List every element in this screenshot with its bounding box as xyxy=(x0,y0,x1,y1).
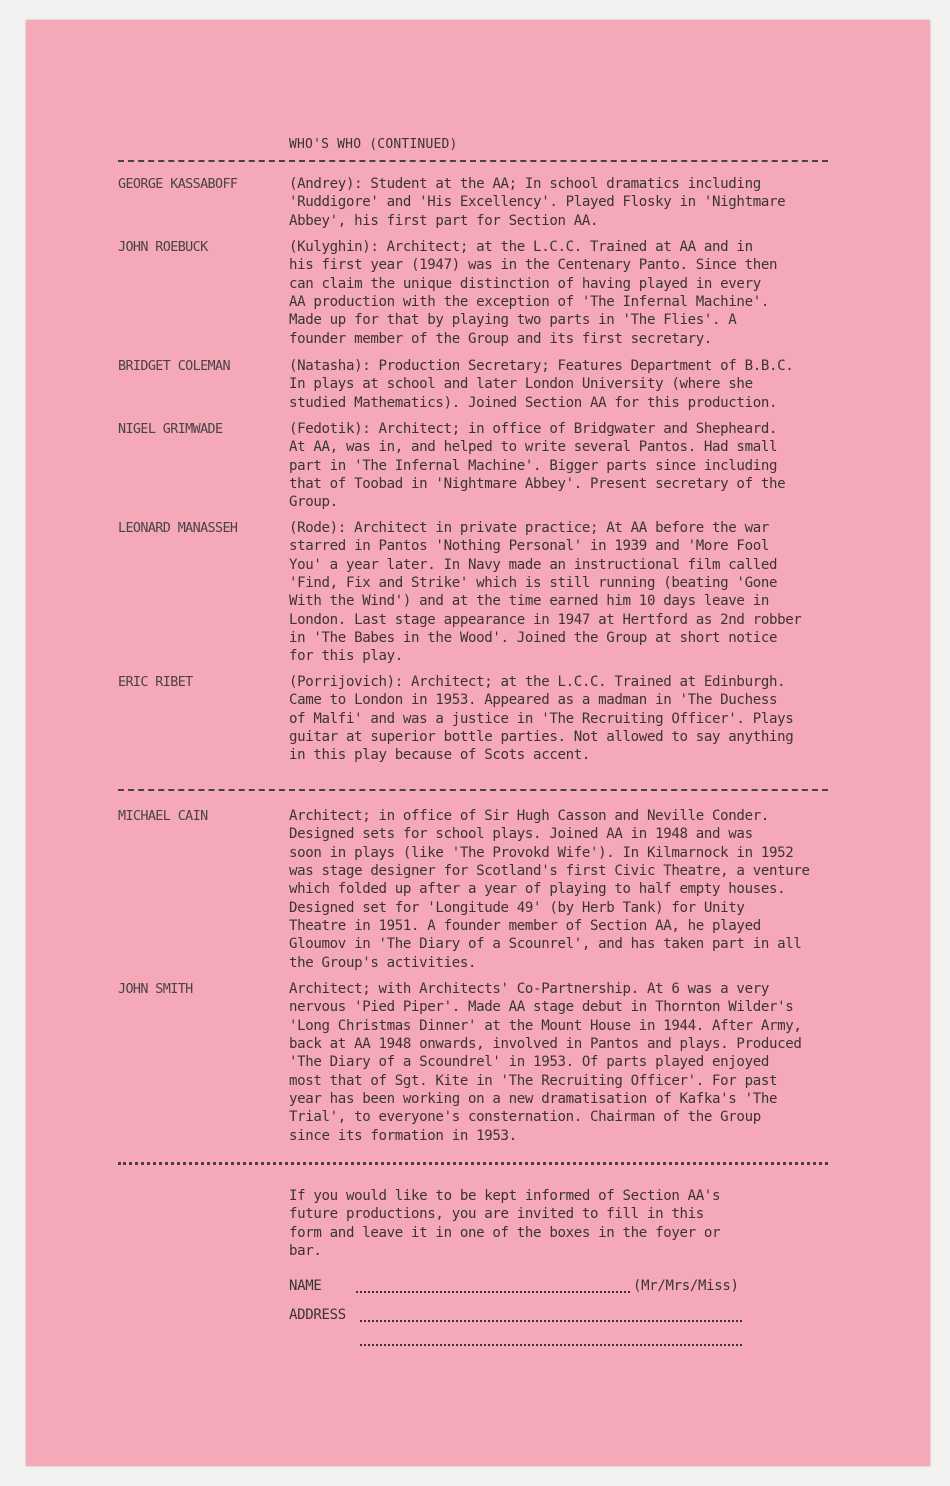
entry-bio: Architect; with Architects' Co-Partnership. At 6 was a very nervous 'Pied Piper'. Made AA stage debut in Thornton Wilder's 'Long Christmas Dinner' at the Mount House in 1944. After Army, back at AA 1948 onwards, involved in Pantos and plays. Produced 'The Diary of a Scoundrel' in 1953. Of parts played enjoyed most that of Sgt. Kite in 'The Recruiting Officer'. For past year has been working on a new dramatisation of Kafka's 'The Trial', to everyone's consternation. Chairman of the Group since its formation in 1953. xyxy=(289,981,802,1144)
entry-name: MICHAEL CAIN xyxy=(118,809,208,824)
entry-name: JOHN SMITH xyxy=(118,982,193,997)
entry-bio: Architect; in office of Sir Hugh Casson and Neville Conder. Designed sets for school plays. Joined AA in 1948 and was soon in plays (like 'The Provokd Wife'). In Kilmarnock in 1952 was stage designer for Scotland's first Civic Theatre, a venture which folded up after a year of playing to half empty houses. Designed set for 'Longitude 49' (by Herb Tank) for Unity Theatre in 1951. A founder member of Section AA, he played Gloumov in 'The Diary of a Scounrel', and has taken part in all the Group's activities. xyxy=(289,808,810,971)
entry-name: JOHN ROEBUCK xyxy=(118,240,208,255)
title-options: (Mr/Mrs/Miss) xyxy=(633,1278,739,1294)
entry-bio: (Porrijovich): Architect; at the L.C.C. Trained at Edinburgh. Came to London in 1953. Appeared as a madman in 'The Duchess of Malfi' and was a justice in 'The Recruiting Officer'. Plays guitar at superior bottle parties. Not allowed to say anything in this play because of Scots accent. xyxy=(289,674,794,764)
entry-name: ERIC RIBET xyxy=(118,675,193,690)
entry-bio: (Kulyghin): Architect; at the L.C.C. Trained at AA and in his first year (1947) was in the Centenary Panto. Since then can claim the unique distinction of having played in every AA production with the exception of 'The Infernal Machine'. Made up for that by playing two parts in 'The Flies'. A founder member of the Group and its first secretary. xyxy=(289,239,778,347)
entry-bio: (Andrey): Student at the AA; In school dramatics including 'Ruddigore' and 'His Excellency'. Played Flosky in 'Nightmare Abbey', his first part for Section AA. xyxy=(289,176,786,229)
address-field-line-1[interactable] xyxy=(360,1320,742,1322)
name-field[interactable] xyxy=(356,1291,630,1293)
entry-name: NIGEL GRIMWADE xyxy=(118,422,223,437)
entry-bio: (Rode): Architect in private practice; At AA before the war starred in Pantos 'Nothing Personal' in 1939 and 'More Fool You' a year later. In Navy made an instructional film called 'Find, Fix and Strike' which is still running (beating 'Gone With the Wind') and at the time earned him 10 days leave in London. Last stage appearance in 1947 at Hertford as 2nd robber in 'The Babes in the Wood'. Joined the Group at short notice for this play. xyxy=(289,520,802,665)
page-title: WHO'S WHO (CONTINUED) xyxy=(289,137,458,152)
entry-name: BRIDGET COLEMAN xyxy=(118,359,230,374)
form-divider xyxy=(118,1162,828,1165)
top-divider xyxy=(118,160,828,162)
middle-divider xyxy=(118,789,828,791)
entry-name: LEONARD MANASSEH xyxy=(118,521,238,536)
address-field-line-2[interactable] xyxy=(360,1344,742,1346)
entry-bio: (Natasha): Production Secretary; Features Department of B.B.C. In plays at school and later London University (where she studied Mathematics). Joined Section AA for this production. xyxy=(289,358,794,411)
name-label: NAME xyxy=(289,1278,322,1294)
form-intro: If you would like to be kept informed of Section AA's future productions, you are invited to fill in this form and leave it in one of the boxes in the foyer or bar. xyxy=(289,1188,721,1260)
entry-name: GEORGE KASSABOFF xyxy=(118,177,238,192)
entry-bio: (Fedotik): Architect; in office of Bridgwater and Shepheard. At AA, was in, and helped to write several Pantos. Had small part in 'The Infernal Machine'. Bigger parts since including that of Toobad in 'Nightmare Abbey'. Present secretary of the Group. xyxy=(289,421,786,511)
address-label: ADDRESS xyxy=(289,1307,346,1323)
